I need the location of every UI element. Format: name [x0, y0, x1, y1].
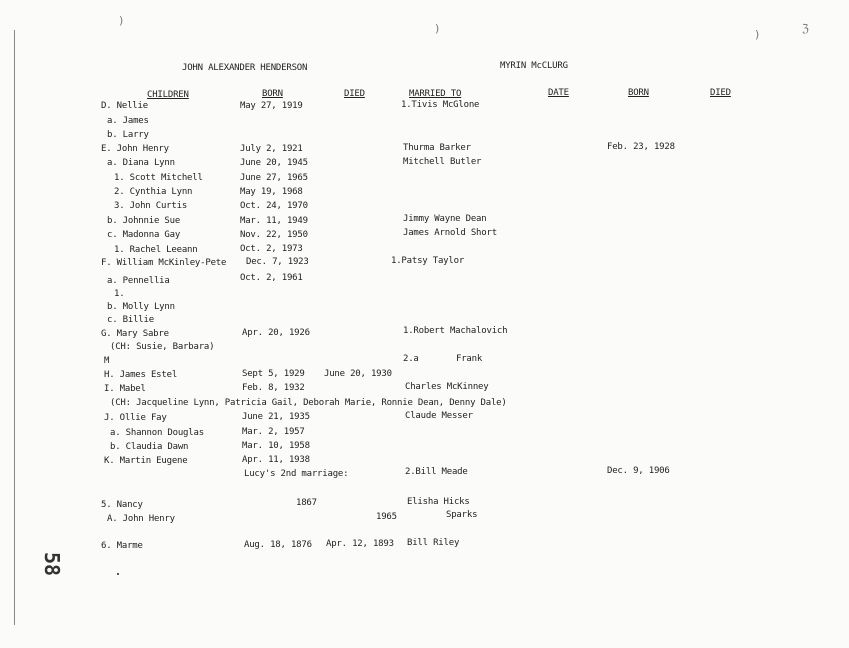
- spouse-birth-date: Feb. 23, 1928: [607, 142, 675, 152]
- child-name: M: [104, 356, 110, 366]
- scan-mark: ℨ: [802, 22, 809, 35]
- birth-date: Apr. 20, 1926: [242, 328, 310, 338]
- spouse-name-extra: Frank: [456, 354, 483, 364]
- child-name: 1.: [114, 289, 125, 299]
- spouse-name: Thurma Barker: [403, 143, 471, 153]
- child-name: b. Molly Lynn: [107, 302, 175, 312]
- spouse-name: Charles McKinney: [405, 382, 489, 392]
- scan-dot: [117, 573, 119, 575]
- death-date: June 20, 1930: [324, 369, 392, 379]
- child-name: 1. Rachel Leeann: [114, 245, 198, 255]
- birth-date: Dec. 7, 1923: [246, 257, 309, 267]
- page-edge: [14, 30, 15, 625]
- birth-date: Oct. 2, 1973: [240, 244, 303, 254]
- scan-mark: ): [754, 28, 761, 41]
- father-name: JOHN ALEXANDER HENDERSON: [182, 63, 308, 73]
- birth-date: June 20, 1945: [240, 158, 308, 168]
- spouse-birth-date: Dec. 9, 1906: [607, 466, 670, 476]
- child-name: 6. Marme: [101, 541, 143, 551]
- birth-date: May 19, 1968: [240, 187, 303, 197]
- child-name: K. Martin Eugene: [104, 456, 188, 466]
- child-name: b. Larry: [107, 130, 149, 140]
- header-born: BORN: [262, 89, 283, 99]
- child-name: b. Johnnie Sue: [107, 216, 181, 226]
- death-date: Apr. 12, 1893: [326, 539, 394, 549]
- spouse-name: Jimmy Wayne Dean: [403, 214, 487, 224]
- spouse-name: 1.Robert Machalovich: [403, 326, 508, 336]
- birth-date: Mar. 10, 1958: [242, 441, 310, 451]
- spouse-name: 2.Bill Meade: [405, 467, 468, 477]
- spouse-name: Elisha Hicks: [407, 497, 470, 507]
- child-name: H. James Estel: [104, 370, 178, 380]
- birth-date: Nov. 22, 1950: [240, 230, 308, 240]
- birth-date: Oct. 2, 1961: [240, 273, 303, 283]
- birth-date: June 21, 1935: [242, 412, 310, 422]
- child-name: a. James: [107, 116, 149, 126]
- child-name: D. Nellie: [101, 101, 148, 111]
- children-note: (CH: Susie, Barbara): [110, 342, 215, 352]
- child-name: c. Billie: [107, 315, 154, 325]
- spouse-name: Mitchell Butler: [403, 157, 482, 167]
- handwritten-page-number: 58: [40, 551, 65, 577]
- child-name: A. John Henry: [107, 514, 175, 524]
- birth-date: Feb. 8, 1932: [242, 383, 305, 393]
- birth-date: Sept 5, 1929: [242, 369, 305, 379]
- spouse-name: 1.Tivis McGlone: [401, 100, 480, 110]
- child-name: I. Mabel: [104, 384, 146, 394]
- birth-date: Mar. 11, 1949: [240, 216, 308, 226]
- birth-date: May 27, 1919: [240, 101, 303, 111]
- second-marriage-note: Lucy's 2nd marriage:: [244, 469, 349, 479]
- spouse-name: Claude Messer: [405, 411, 473, 421]
- spouse-name: 1.Patsy Taylor: [391, 256, 465, 266]
- death-date: 1965: [376, 512, 397, 522]
- header-spouse-died: DIED: [710, 88, 731, 98]
- child-name: E. John Henry: [101, 144, 169, 154]
- child-name: 3. John Curtis: [114, 201, 188, 211]
- child-name: 1. Scott Mitchell: [114, 173, 203, 183]
- birth-date: Apr. 11, 1938: [242, 455, 310, 465]
- spouse-name: Bill Riley: [407, 538, 460, 548]
- birth-date: Aug. 18, 1876: [244, 540, 312, 550]
- child-name: a. Pennellia: [107, 276, 170, 286]
- header-children: CHILDREN: [147, 90, 189, 100]
- birth-date: 1867: [296, 498, 317, 508]
- child-name: F. William McKinley-Pete: [101, 258, 227, 268]
- child-name: G. Mary Sabre: [101, 329, 169, 339]
- child-name: 5. Nancy: [101, 500, 143, 510]
- child-name: a. Shannon Douglas: [110, 428, 204, 438]
- child-name: b. Claudia Dawn: [110, 442, 189, 452]
- child-name: J. Ollie Fay: [104, 413, 167, 423]
- spouse-name: James Arnold Short: [403, 228, 497, 238]
- birth-date: June 27, 1965: [240, 173, 308, 183]
- spouse-name: Sparks: [446, 510, 478, 520]
- header-spouse-born: BORN: [628, 88, 649, 98]
- scan-mark: ): [118, 14, 125, 27]
- birth-date: Mar. 2, 1957: [242, 427, 305, 437]
- scan-mark: ): [434, 22, 441, 35]
- header-married-to: MARRIED TO: [409, 89, 462, 99]
- child-name: 2. Cynthia Lynn: [114, 187, 193, 197]
- birth-date: Oct. 24, 1970: [240, 201, 308, 211]
- mother-name: MYRIN McCLURG: [500, 61, 568, 71]
- children-note: (CH: Jacqueline Lynn, Patricia Gail, Deborah Marie, Ronnie Dean, Denny Dale): [110, 398, 507, 408]
- spouse-name: 2.a: [403, 354, 419, 364]
- child-name: c. Madonna Gay: [107, 230, 181, 240]
- child-name: a. Diana Lynn: [107, 158, 175, 168]
- header-date: DATE: [548, 88, 569, 98]
- birth-date: July 2, 1921: [240, 144, 303, 154]
- header-died: DIED: [344, 89, 365, 99]
